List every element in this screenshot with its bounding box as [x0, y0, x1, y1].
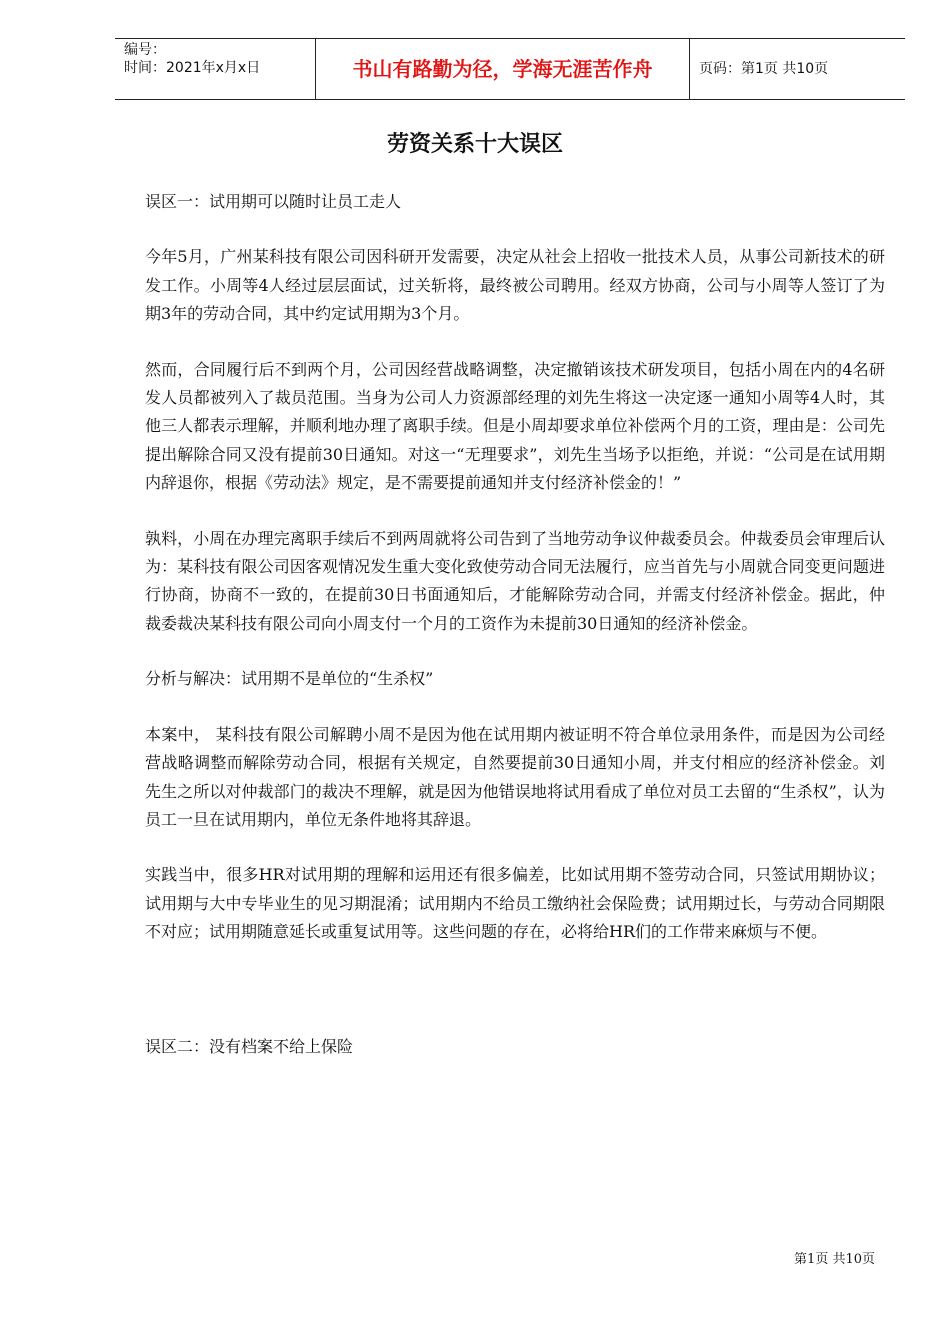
paragraph: 本案中， 某科技有限公司解聘小周不是因为他在试用期内被证明不符合单位录用条件，而是因为公司经营战略调整而解除劳动合同，根据有关规定，自然要提前30日通知小周，并支付相应的经济补偿金。刘先生之所以对仲裁部门的裁决不理解，就是因为他错误地将试用看成了单位对员工去留的“生杀权”，认为员工一旦在试用期内，单位无条件地将其辞退。 — [145, 724, 885, 829]
paragraph: 孰料，小周在办理完离职手续后不到两周就将公司告到了当地劳动争议仲裁委员会。仲裁委员会审理后认为：某科技有限公司因客观情况发生重大变化致使劳动合同无法履行，应当首先与小周就合同变更问题进行协商，协商不一致的，在提前30日书面通知后，才能解除劳动合同，并需支付经济补偿金。据此，仲裁委裁决某科技有限公司向小周支付一个月的工资作为未提前30日通知的经济补偿金。 — [145, 528, 885, 633]
header-divider — [689, 39, 690, 99]
page-header — [115, 38, 905, 100]
page-footer: 第1页 共10页 — [794, 1252, 875, 1267]
header-meta — [124, 41, 260, 77]
document-time-label: 时间：2021年x月x日 — [124, 60, 261, 76]
document-number-label: 编号： — [124, 42, 166, 58]
section-heading: 误区一：试用期可以随时让员工走人 — [145, 192, 402, 211]
paragraph: 今年5月，广州某科技有限公司因科研开发需要，决定从社会上招收一批技术人员，从事公司新技术的研发工作。小周等4人经过层层面试，过关斩将，最终被公司聘用。经双方协商，公司与小周等人签订了为期3年的劳动合同，其中约定试用期为3个月。 — [145, 247, 885, 324]
document-body — [145, 188, 885, 1088]
document-title: 劳资关系十大误区 — [386, 132, 563, 157]
header-page-number: 页码：第1页 共10页 — [699, 61, 829, 77]
paragraph: 实践当中，很多HR对试用期的理解和运用还有很多偏差，比如试用期不签劳动合同，只签试用期协议；试用期与大中专毕业生的见习期混淆；试用期内不给员工缴纳社会保险费；试用期过长，与劳动合同期限不对应；试用期随意延长或重复试用等。这些问题的存在，必将给HR们的工作带来麻烦与不便。 — [145, 865, 885, 942]
paragraph: 然而，合同履行后不到两个月，公司因经营战略调整，决定撤销该技术研发项目，包括小周在内的4名研发人员都被列入了裁员范围。当身为公司人力资源部经理的刘先生将这一决定逐一通知小周等4人时，其他三人都表示理解，并顺利地办理了离职手续。但是小周却要求单位补偿两个月的工资，理由是：公司先提出解除合同又没有提前30日通知。对这一“无理要求”，刘先生当场予以拒绝，并说：“公司是在试用期内辞退你，根据《劳动法》规定，是不需要提前通知并支付经济补偿金的！” — [145, 359, 885, 493]
header-motto: 书山有路勤为径，学海无涯苦作舟 — [352, 57, 653, 81]
section-heading: 误区二：没有档案不给上保险 — [145, 1036, 354, 1056]
section-heading: 分析与解决：试用期不是单位的“生杀权” — [145, 669, 434, 689]
